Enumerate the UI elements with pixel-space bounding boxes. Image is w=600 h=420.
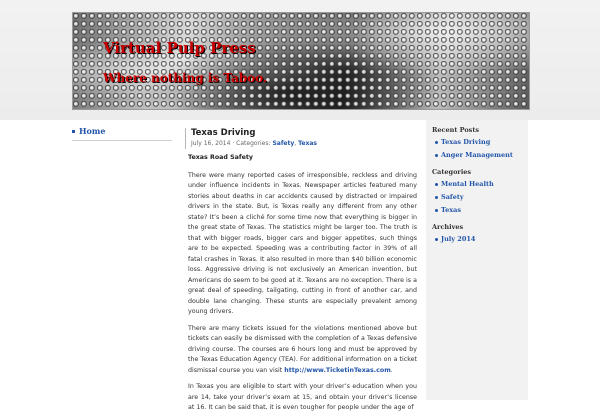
post-header — [185, 128, 417, 149]
post-title[interactable]: Texas Driving — [191, 128, 256, 138]
bullet-icon — [435, 209, 438, 212]
bullet-icon — [435, 141, 438, 144]
category-link-safety[interactable]: Safety — [272, 140, 295, 147]
post-categories-prefix: · Categories: — [232, 140, 271, 147]
site-tagline: Where nothing is Taboo. — [103, 71, 268, 85]
categories-widget — [432, 168, 522, 214]
post-paragraph-text: There are many tickets issued for the violations mentioned above but tickets can easily be dismissed with the completion of a Texas defensive driving course. The courses are 6 hours long and must be approved by the Texas Education Agency (TEA). For additional information on a ticket dismissal course you van visit — [188, 324, 417, 374]
category-link[interactable] — [435, 193, 522, 201]
post-paragraph: In Texas you are eligible to start with your driver’s education when you are 14, take your driver’s exam at 15, and obtain your driver’s license at 16. It can be said that, it is even tougher for people under the age of — [188, 383, 417, 411]
post-body — [185, 153, 417, 414]
archives-widget — [432, 223, 522, 243]
post-meta: July 16, 2014 · Categories: Safety, Texas — [191, 140, 317, 147]
post-subheading: Texas Road Safety — [188, 154, 254, 161]
category-link[interactable] — [435, 180, 522, 188]
recent-post-label: Anger Management — [441, 151, 513, 159]
bullet-icon — [435, 196, 438, 199]
left-nav — [72, 124, 172, 141]
widget-title: Archives — [432, 223, 464, 231]
header-banner — [72, 12, 530, 110]
recent-post-link[interactable] — [435, 138, 522, 146]
nav-item-home[interactable] — [72, 124, 172, 141]
recent-post-label: Texas Driving — [441, 138, 491, 146]
site-title[interactable]: Virtual Pulp Press — [103, 39, 256, 57]
link-suffix: . — [390, 366, 393, 374]
category-label: Safety — [441, 193, 464, 201]
right-sidebar — [426, 120, 528, 400]
square-bullet-icon — [72, 130, 75, 133]
ticket-site-link[interactable]: http://www.TicketinTexas.com — [284, 366, 391, 374]
category-label: Mental Health — [441, 180, 494, 188]
bullet-icon — [435, 154, 438, 157]
archive-label: July 2014 — [441, 235, 476, 243]
archive-link[interactable] — [435, 235, 522, 243]
widget-title: Recent Posts — [432, 126, 479, 134]
post-paragraph — [188, 324, 417, 377]
category-link[interactable] — [435, 206, 522, 214]
recent-post-link[interactable] — [435, 151, 522, 159]
recent-posts-widget — [432, 126, 522, 159]
bullet-icon — [435, 238, 438, 241]
post-date: July 16, 2014 — [191, 140, 231, 147]
widget-title: Categories — [432, 168, 472, 176]
bullet-icon — [435, 183, 438, 186]
category-label: Texas — [441, 206, 461, 214]
post-paragraph: There were many reported cases of irresponsible, reckless and driving under influence incidents in Texas. Newspaper articles featured many stories about deaths in car accidents caused by distracted or impaired drivers in the state. But, is Texas really any different from any other state? It’s been a cliché for some time now that everything is bigger in the great state of Texas. The statistics might be larger too. The truth is that with bigger roads, bigger cars and bigger appetites, such things are to be expected. Speeding was a contributing factor in 39% of all fatal crashes in Texas. It also resulted in more than $40 billion economic loss. Aggressive driving is not exclusively an American invention, but Americans do seem to be good at it. Texans are no exception. There is a great deal of speeding, tailgating, cutting in front of another car, and double lane changing. These stunts are especially prevalent among young drivers. — [188, 171, 417, 315]
post — [185, 126, 417, 420]
nav-item-label: Home — [79, 126, 106, 136]
category-link-texas[interactable]: Texas — [298, 140, 317, 147]
